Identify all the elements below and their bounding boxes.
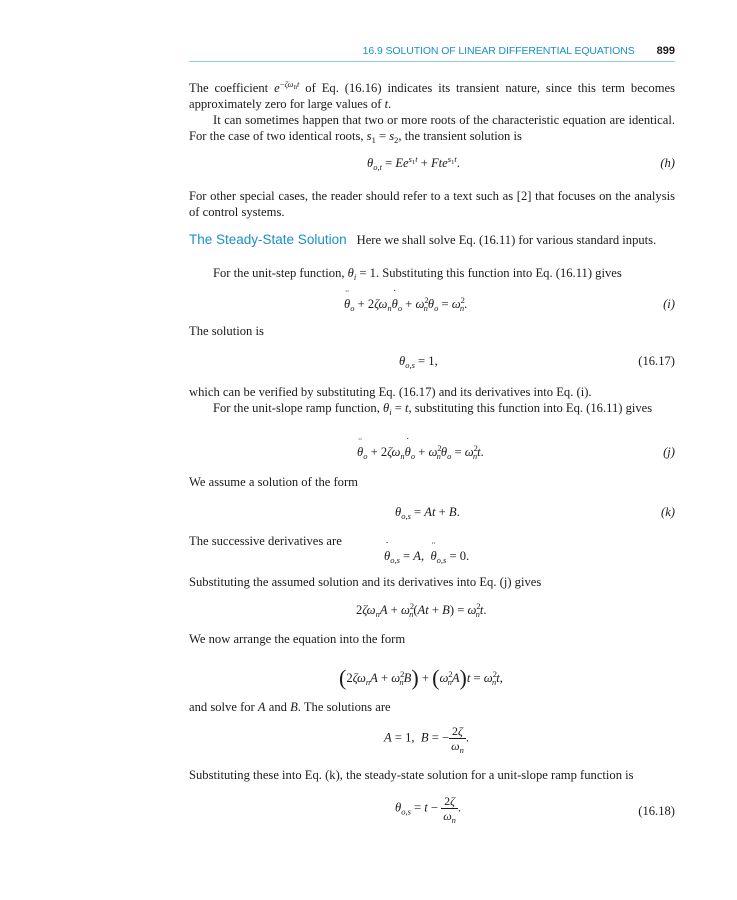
paragraph-text: . Substituting this function into Eq. (16.11) gives: [375, 266, 622, 280]
paragraph-text: and: [265, 700, 291, 714]
paragraph-text: and solve for: [189, 700, 258, 714]
equation-body: $\theta_{o,t} = Ee^{s_1t} + Fte^{s_1t}$.: [367, 154, 460, 172]
equation-body: θ ¨ $_o + 2\zeta\omega_n\theta$ ˙ $_o + \omega^2_n\theta_o = \omega^2_nt$.: [357, 436, 484, 461]
paragraph-substituting-k: [189, 767, 675, 783]
paragraph-solve-for: [189, 699, 675, 715]
paragraph-text: The coefficient: [189, 81, 275, 95]
paragraph-text: The solution is: [189, 324, 264, 338]
equation-body: $2\zeta\omega_nA + \omega^2_n(At + B) = \omega^2_nt$.: [356, 601, 487, 619]
equation-body: A = 1, B = − $\frac{2\zeta}{\omega_n}$ .: [384, 724, 469, 755]
paragraph-text: Substituting the assumed solution and its derivatives into Eq. (j) gives: [189, 575, 542, 589]
equation-16-17: [189, 352, 675, 374]
equation-body: θ ˙ $_{o,s}$ = A, θ ¨ $_{o,s}$ = 0.: [384, 540, 470, 565]
paragraph-solution-is: [189, 323, 675, 339]
paragraph-text: of Eq. (16.16) indicates its transient nature, since this term becomes approximately zero for large values of: [189, 81, 675, 111]
paragraph-text: We assume a solution of the form: [189, 475, 358, 489]
paragraph-text: Substituting these into Eq. (k), the steady-state solution for a unit-slope ramp function is: [189, 768, 634, 782]
paragraph-text: , the transient solution is: [398, 129, 522, 143]
paragraph-text: For the unit-slope ramp function,: [213, 401, 383, 415]
equation-j: [189, 436, 675, 465]
equation-body: $\theta_{o,s} = 1$,: [399, 354, 438, 370]
section-steady-state: [189, 232, 675, 248]
variable-b: B: [290, 700, 298, 714]
paragraph-text: . The solutions are: [297, 700, 391, 714]
page-number: 899: [656, 45, 675, 57]
paragraph-assume: [189, 474, 675, 490]
equation-h: [189, 154, 675, 176]
section-heading: The Steady-State Solution: [189, 232, 347, 247]
equation-body: θ ¨ $_o + 2\zeta\omega_n\theta$ ˙ $_o + \omega^2_n\theta_o = \omega^2_n$.: [344, 288, 468, 313]
paragraph-text: It can sometimes happen that two or more roots of the characteristic equation are identical. For the case of two identical roots,: [189, 113, 675, 143]
paragraph-text: We now arrange the equation into the form: [189, 632, 406, 646]
paragraph-text: For other special cases, the reader should refer to a text such as [2] that focuses on the analysis of control systems.: [189, 189, 675, 219]
equation-label: (i): [663, 297, 675, 311]
equation-16-18: [189, 794, 675, 832]
equation-i: [189, 288, 675, 317]
equation-label: (j): [663, 445, 675, 459]
paragraph-text: which can be verified by substituting Eq. (16.17) and its derivatives into Eq. (i).: [189, 385, 592, 399]
equation-label: (h): [660, 156, 675, 170]
variable-a: A: [257, 700, 266, 714]
variable-t: t: [384, 97, 389, 111]
paragraph-text: , substituting this function into Eq. (16.11) gives: [408, 401, 653, 415]
paragraph-identical-roots: It can sometimes happen that two or more roots of the characteristic equation are identical. For the case of two identical roots, $s_1 = s_2$, the transient solution is: [189, 113, 675, 145]
equation-label: (16.18): [638, 804, 675, 818]
equation-substituted: [189, 601, 675, 623]
paragraph-verified: [189, 384, 675, 400]
paragraph-substituting-j: [189, 574, 675, 590]
paragraph-unit-slope: For the unit-slope ramp function, $\theta_i = t$, substituting this function into Eq. (16.11) gives: [213, 401, 653, 417]
paragraph-text: The successive derivatives are: [189, 534, 342, 548]
equation-body: $(2\zeta\omega_nA + \omega^2_nB) + (\omega^2_nA)t = \omega^2_nt$,: [339, 665, 503, 690]
equation-label: (k): [661, 505, 675, 519]
paragraph-unit-step: For the unit-step function, $\theta_i = 1$. Substituting this function into Eq. (16.11) gives: [213, 266, 622, 282]
equation-label: (16.17): [638, 354, 675, 368]
header-rule: [189, 61, 675, 62]
header-section-title: 16.9 SOLUTION OF LINEAR DIFFERENTIAL EQUATIONS: [362, 45, 635, 57]
paragraph-text: Here we shall solve Eq. (16.11) for various standard inputs.: [356, 233, 657, 247]
paragraph-arrange: [189, 631, 675, 647]
paragraph-special-cases: [189, 188, 675, 220]
paragraph-transient: The coefficient $e^{-\zeta\omega_nt}$ of Eq. (16.16) indicates its transient nature, since this term becomes approximately zero for large values of t.: [189, 79, 675, 111]
paragraph-text: .: [388, 97, 392, 111]
equation-solutions: [189, 724, 675, 760]
equation-body: $\theta_{o,s} = At + B$.: [395, 505, 460, 521]
equation-body: $\theta_{o,s} = t$ − $\frac{2\zeta}{\omega_n}$ .: [395, 794, 462, 825]
running-header: [189, 45, 675, 57]
paragraph-text: For the unit-step function,: [213, 266, 348, 280]
equation-k: [189, 503, 675, 525]
equation-arranged: [189, 663, 675, 690]
